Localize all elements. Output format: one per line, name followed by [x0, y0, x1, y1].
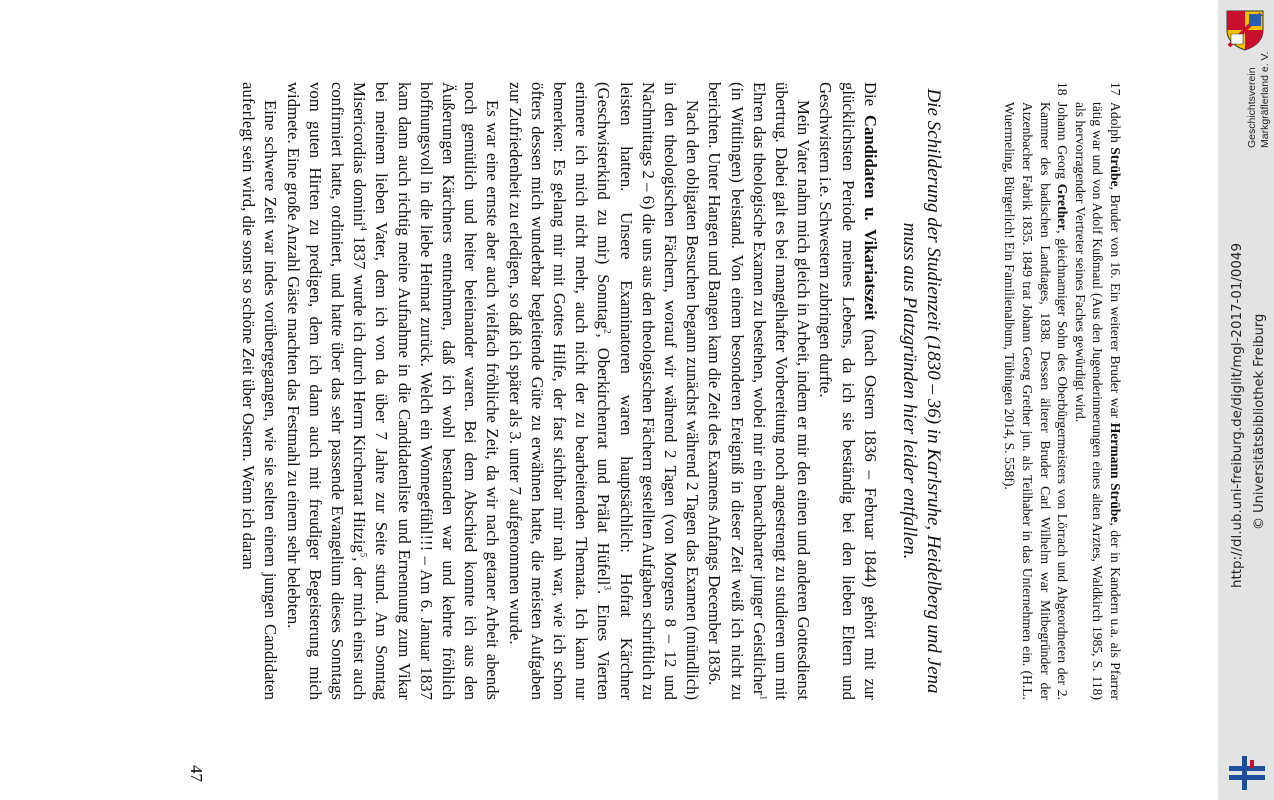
- footnote-number: 17: [1108, 82, 1123, 96]
- footnote-marker: 4: [358, 226, 369, 231]
- text-run: , gleichnamiger Sohn des Oberbürgermeisters von Lörrach und Abgeordneten der 2. Kammer des badischen Landtages, 1838. Dessen älterer Bruder Carl Wilhelm war Mitbegründer der Atzenbacher Fabrik 1835. 1849 trat Johann Georg Grether jun. als Teilhaber in das Unternehmen ein. (H.L. Wuermeling, Bürgerlich! Ein Familienalbum, Tübingen 2014, S. 558f).: [1002, 102, 1071, 700]
- text-run: Adolph: [1108, 102, 1123, 148]
- paragraph: [503, 82, 703, 700]
- text-run: , Oberkirchenrat und Prälat Hüfell: [594, 333, 614, 586]
- paragraph: [237, 82, 281, 700]
- footnote-marker: 5: [358, 552, 369, 558]
- footnote: [1071, 82, 1124, 700]
- copyright-notice: © Universitätsbibliothek Freiburg: [1252, 313, 1267, 530]
- text-run: Johann Georg: [1055, 102, 1071, 184]
- section-heading: [897, 82, 945, 700]
- paragraph: [703, 82, 814, 700]
- footnotes: [1001, 82, 1124, 700]
- body-text: [237, 82, 881, 700]
- footnote: [1001, 82, 1071, 700]
- text-run: . Eines Vierten erinnere ich mich nicht mehr, auch nicht der zu bearbeitenden Themata. Ich kann nur bemerken: Es gelang mir mit Gottes Hilfe, der fast sichtbar mir nah war, wie ich schon öfters dessen mich wunderbar begleitende Güte zu erwähnen hatte, die meisten Aufgaben zur Zufriedenheit zu erledigen, so daß ich später als 3. unter 7 aufgenommen wurde.: [505, 82, 614, 700]
- document-url-link[interactable]: http://dl.ub.uni-freiburg.de/diglit/mgl-2017-01/0049: [1230, 243, 1245, 588]
- footnote-marker: 3: [602, 585, 613, 590]
- text-run: , Bruder von 16. Ein weiterer Bruder war: [1108, 186, 1123, 423]
- paragraph: [814, 82, 881, 700]
- page-number: 47: [187, 765, 206, 782]
- text-run: (in Wittlingen) beistand. Von einem besonderen Ereigniß in dieser Zeit weiß ich nicht zu berichten. Unter Hangen und Bangen kam die Zeit des Examens Anfangs December 1836.: [705, 82, 747, 700]
- heading-line-1: Die Schilderung der Studienzeit (1830 – 36) in Karlsruhe, Heidelberg und Jena: [922, 88, 944, 694]
- footnote-number: 18: [1055, 82, 1071, 96]
- bold-name: Strübe: [1108, 147, 1123, 187]
- text-run: Mein Vater nahm mich gleich in Arbeit, indem er mir den einen und anderen Gottesdienst übertrug. Dabei galt es bei mangelhafter Vorbereitung noch angestrengt zu studieren um mit Ehren das theologische Examen zu bestehen, wobei mir ein benachbarter junger Geistlicher: [749, 82, 814, 700]
- text-run: 1837 wurde ich durch Herrn Kirchenrat Hitzig: [350, 230, 370, 553]
- bold-name: Grether: [1055, 183, 1071, 231]
- coat-of-arms-icon: [1223, 8, 1267, 52]
- paragraph: [281, 82, 503, 700]
- text-run: Es war eine ernste aber auch vielfach fröhliche Zeit, da wir nach getaner Arbeit abends noch gemütlich und heiter beieinander waren. Bei dem Abschied konnte ich aus den Äußerungen Kärchners entnehmen, daß ich wohl bestanden war und kehrte fröhlich hoffnungsvoll in die liebe Heimat zurück. Welch ein Wonnegefühl!!! – Am 6. Januar 1837 kam dann auch richtig meine Aufnahme in die Candidatenliste und Ernennung zum Vikar bei meinem lieben Vater, dem ich von da über 7 Jahre zur Seite stund. Am Sonntag Misericordias domini: [350, 82, 503, 700]
- text-run: , der mich einst auch confirmiert hatte, ordiniert, und hatte über das sehr passende Evangelium dieses Sonntags vom guten Hirten zu predigen, dem ich dann auch mit freudiger Begeisterung mich widmete. Eine große Anzahl Gäste machten das Festmahl zu einem sehr belebten.: [283, 82, 370, 700]
- footnote-marker: 2: [602, 329, 613, 334]
- library-logo-icon: [1226, 752, 1268, 794]
- text-run: Die: [860, 82, 880, 115]
- bold-name: Candidaten u. Vikariatszeit: [860, 114, 880, 321]
- text-run: Nach den obligaten Besuchen begann zunächst während 2 Tagen das Examen (mündlich) in den theologischen Fächern, worauf wir während 2 Tagen (von Morgens 8 – 12 und Nachmittags 2 – 6) die uns aus den theologischen Fächern gestellten Aufgaben schriftlich zu leisten hatten. Unsere Examinatoren waren hauptsächlich: Hofrat Kärchner (Geschwisterkind zu mir) Sonntag: [594, 82, 703, 700]
- text-run: , der in Kandern u.a. als Pfarrer tätig war und von Adolf Kußmaul (Aus den Jugenderinnerungen eines alten Arztes, Waldkirch 1985, S. 118) als hervorragender Vertreter seines Faches gewürdigt wird.: [1072, 102, 1123, 701]
- society-name-line-2: Markgräflerland e. V.: [1259, 51, 1271, 148]
- heading-line-2: muss aus Platzgründen hier leider entfallen.: [898, 222, 920, 560]
- text-run: Eine schwere Zeit war indes vorübergegangen, wie sie selten einem jungen Candidaten auferlegt sein wird, die sonst so schöne Zeit über Ostern. Wenn ich daran: [239, 82, 281, 700]
- society-name-line-1: Geschichtsverein: [1246, 67, 1258, 148]
- text-run: (nach Ostern 1836 – Februar 1844) gehört mit zur glücklichsten Periode meines Lebens, da ich sie beständig bei den lieben Eltern und Geschwistern i.e. Schwestern zubringen durfte.: [816, 82, 880, 700]
- bold-name: Hermann Strübe: [1108, 422, 1123, 523]
- footnote-marker: 1: [758, 695, 769, 700]
- page-content: [237, 82, 1124, 700]
